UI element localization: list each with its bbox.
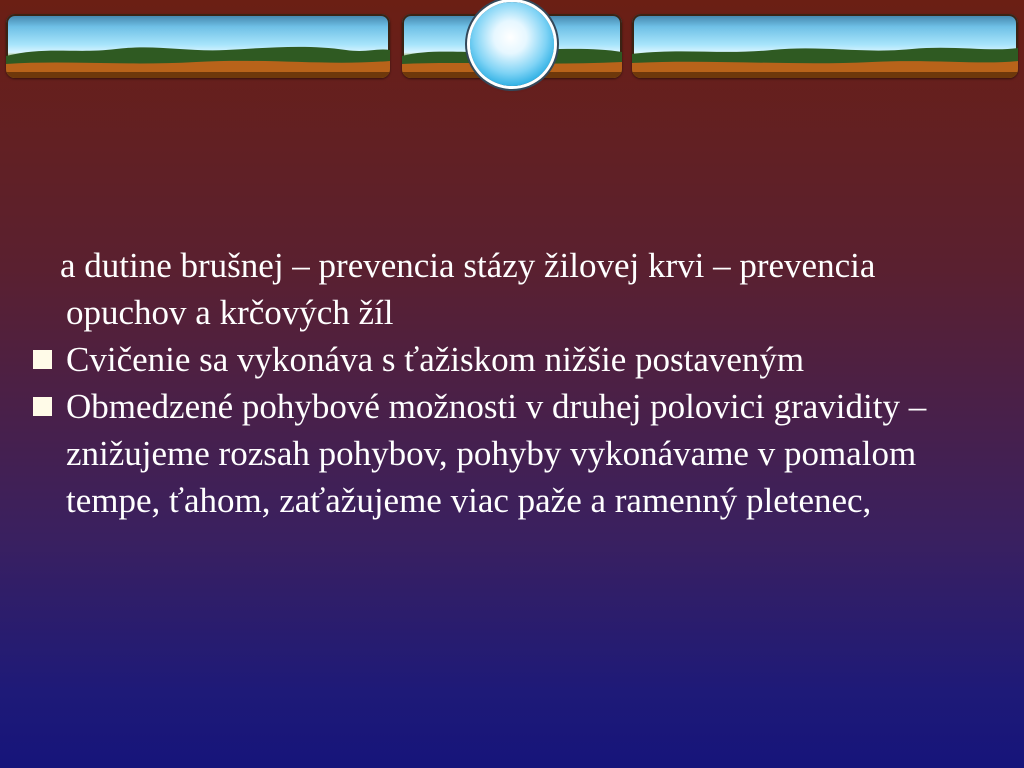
square-bullet-icon (33, 397, 52, 416)
continuation-text: a dutine brušnej – prevencia stázy žilovej krvi – prevencia opuchov a krčových žíl (60, 246, 876, 332)
globe-icon (470, 2, 554, 86)
square-bullet-icon (33, 350, 52, 369)
bullet-item (0, 336, 996, 383)
bullet-text: Obmedzené pohybové možnosti v druhej polovici gravidity – znižujeme rozsah pohybov, pohyby vykonávame v pomalom tempe, ťahom, zaťažujeme viac paže a ramenný pletenec, (66, 387, 927, 520)
bullet-item (0, 383, 996, 524)
landscape-panel-right (632, 14, 1018, 78)
landscape-hills-icon (632, 14, 1018, 78)
landscape-hills-icon (6, 14, 390, 78)
slide-body (0, 242, 1024, 524)
bullet-text: Cvičenie sa vykonáva s ťažiskom nižšie postaveným (66, 340, 805, 379)
landscape-panel-left (6, 14, 390, 78)
